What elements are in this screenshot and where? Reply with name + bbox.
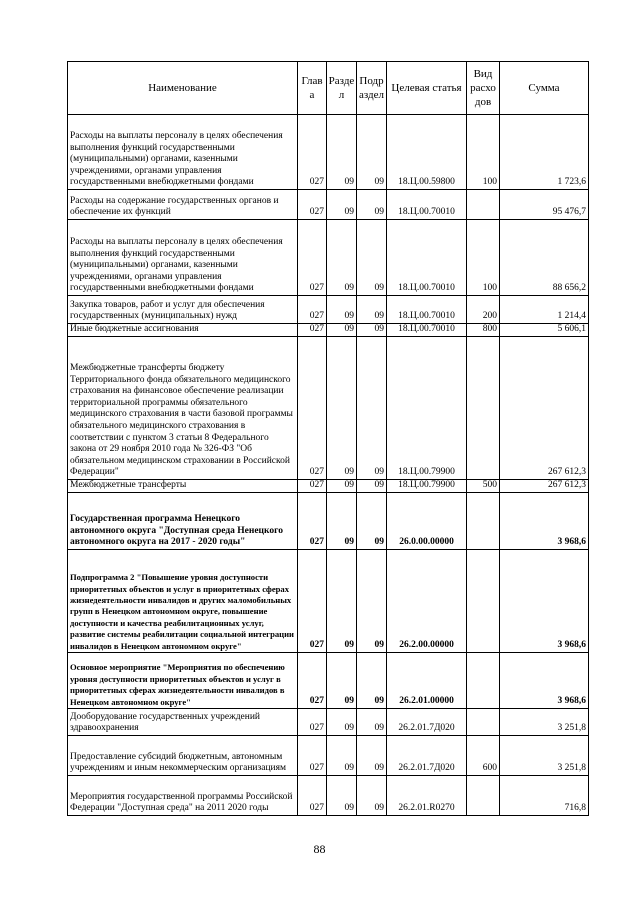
row-name: Расходы на выплаты персоналу в целях обеспечения выполнения функций государственными (муниципальными) органами, казенными учреждениями, органами управления государственными внебюджетными фондами [68,220,298,296]
row-summa: 3 968,6 [500,550,589,653]
row-podrazdel: 09 [357,653,387,709]
row-summa: 267 612,3 [500,337,589,480]
row-podrazdel: 09 [357,709,387,736]
row-summa: 88 656,2 [500,220,589,296]
row-name: Дооборудование государственных учреждений здравоохранения [68,709,298,736]
table-row [68,493,589,550]
row-summa: 95 476,7 [500,190,589,220]
row-podrazdel: 09 [357,115,387,190]
row-celevaya: 18.Ц.00.70010 [387,296,467,324]
row-vid: 100 [467,220,500,296]
row-name: Основное мероприятие "Мероприятия по обеспечению уровня доступности приоритетных объектов и услуг в приоритетных сферах жизнедеятельности инвалидов в Ненецком автономном округе" [68,653,298,709]
table-row [68,776,589,816]
row-glava: 027 [298,115,327,190]
row-celevaya: 26.2.01.00000 [387,653,467,709]
row-summa: 716,8 [500,776,589,816]
row-summa: 267 612,3 [500,480,589,493]
row-summa: 3 968,6 [500,493,589,550]
row-razdel: 09 [327,115,357,190]
row-podrazdel: 09 [357,550,387,653]
row-razdel: 09 [327,493,357,550]
row-glava: 027 [298,550,327,653]
row-name: Предоставление субсидий бюджетным, автономным учреждениям и иным некоммерческим организациям [68,736,298,776]
row-razdel: 09 [327,480,357,493]
row-celevaya: 26.0.00.00000 [387,493,467,550]
row-razdel: 09 [327,220,357,296]
row-razdel: 09 [327,653,357,709]
row-glava: 027 [298,709,327,736]
row-summa: 1 723,6 [500,115,589,190]
row-name: Мероприятия государственной программы Российской Федерации "Доступная среда" на 2011 2020 годы [68,776,298,816]
row-podrazdel: 09 [357,480,387,493]
row-razdel: 09 [327,709,357,736]
row-razdel: 09 [327,190,357,220]
table-row [68,337,589,480]
header-vid: Вид расхо дов [467,62,500,115]
row-glava: 027 [298,776,327,816]
table-row [68,324,589,337]
row-podrazdel: 09 [357,324,387,337]
row-vid [467,337,500,480]
row-vid: 800 [467,324,500,337]
budget-table-container [67,61,589,816]
row-celevaya: 18.Ц.00.59800 [387,115,467,190]
row-razdel: 09 [327,337,357,480]
table-header-row [68,62,589,115]
row-glava: 027 [298,493,327,550]
table-row [68,190,589,220]
row-vid: 600 [467,736,500,776]
row-glava: 027 [298,324,327,337]
row-glava: 027 [298,480,327,493]
row-vid: 500 [467,480,500,493]
row-podrazdel: 09 [357,296,387,324]
row-name: Расходы на выплаты персоналу в целях обеспечения выполнения функций государственными (муниципальными) органами, казенными учреждениями, органами управления государственными внебюджетными фондами [68,115,298,190]
row-podrazdel: 09 [357,776,387,816]
row-podrazdel: 09 [357,337,387,480]
row-name: Подпрограмма 2 "Повышение уровня доступности приоритетных объектов и услуг в приоритетных сферах жизнедеятельности инвалидов и других маломобильных групп в Ненецком автономном округе, повышение доступности и качества реабилитационных услуг, развитие системы реабилитации социальной интеграции инвалидов в Ненецком автономном округе" [68,550,298,653]
row-podrazdel: 09 [357,220,387,296]
row-summa: 3 251,8 [500,709,589,736]
row-glava: 027 [298,296,327,324]
header-glava: Глав а [298,62,327,115]
row-celevaya: 18.Ц.00.70010 [387,324,467,337]
row-summa: 3 251,8 [500,736,589,776]
row-summa: 1 214,4 [500,296,589,324]
row-vid [467,190,500,220]
budget-table [67,61,589,816]
table-row [68,736,589,776]
row-razdel: 09 [327,550,357,653]
row-razdel: 09 [327,736,357,776]
row-celevaya: 18.Ц.00.70010 [387,190,467,220]
row-vid [467,493,500,550]
row-glava: 027 [298,653,327,709]
table-row [68,550,589,653]
row-celevaya: 18.Ц.00.79900 [387,480,467,493]
row-glava: 027 [298,736,327,776]
row-summa: 3 968,6 [500,653,589,709]
row-name: Межбюджетные трансферты [68,480,298,493]
row-razdel: 09 [327,324,357,337]
row-celevaya: 26.2.01.7Д020 [387,709,467,736]
table-row [68,115,589,190]
table-row [68,653,589,709]
row-celevaya: 26.2.00.00000 [387,550,467,653]
row-name: Иные бюджетные ассигнования [68,324,298,337]
row-podrazdel: 09 [357,190,387,220]
header-podrazdel: Подр аздел [357,62,387,115]
row-podrazdel: 09 [357,493,387,550]
header-summa: Сумма [500,62,589,115]
table-row [68,709,589,736]
row-vid [467,776,500,816]
header-name: Наименование [68,62,298,115]
header-celevaya: Целевая статья [387,62,467,115]
row-glava: 027 [298,220,327,296]
row-celevaya: 26.2.01.7Д020 [387,736,467,776]
row-name: Межбюджетные трансферты бюджету Территориального фонда обязательного медицинского страхования на финансовое обеспечение реализации территориальной программы обязательного медицинского страхования в части базовой программы обязательного медицинского страхования в соответствии с пунктом 3 статьи 8 Федерального закона от 29 ноября 2010 года № 326-ФЗ "Об обязательном медицинском страховании в Российской Федерации" [68,337,298,480]
row-vid: 200 [467,296,500,324]
row-vid: 100 [467,115,500,190]
row-name: Государственная программа Ненецкого автономного округа "Доступная среда Ненецкого автономного округа на 2017 - 2020 годы" [68,493,298,550]
row-vid [467,550,500,653]
row-celevaya: 18.Ц.00.79900 [387,337,467,480]
row-vid [467,709,500,736]
table-row [68,220,589,296]
page-number: 88 [313,842,326,856]
row-name: Закупка товаров, работ и услуг для обеспечения государственных (муниципальных) нужд [68,296,298,324]
row-summa: 5 606,1 [500,324,589,337]
table-row [68,296,589,324]
row-podrazdel: 09 [357,736,387,776]
row-razdel: 09 [327,296,357,324]
row-celevaya: 18.Ц.00.70010 [387,220,467,296]
row-celevaya: 26.2.01.R0270 [387,776,467,816]
row-glava: 027 [298,190,327,220]
row-razdel: 09 [327,776,357,816]
header-razdel: Разде л [327,62,357,115]
row-vid [467,653,500,709]
table-row [68,480,589,493]
row-glava: 027 [298,337,327,480]
row-name: Расходы на содержание государственных органов и обеспечение их функций [68,190,298,220]
